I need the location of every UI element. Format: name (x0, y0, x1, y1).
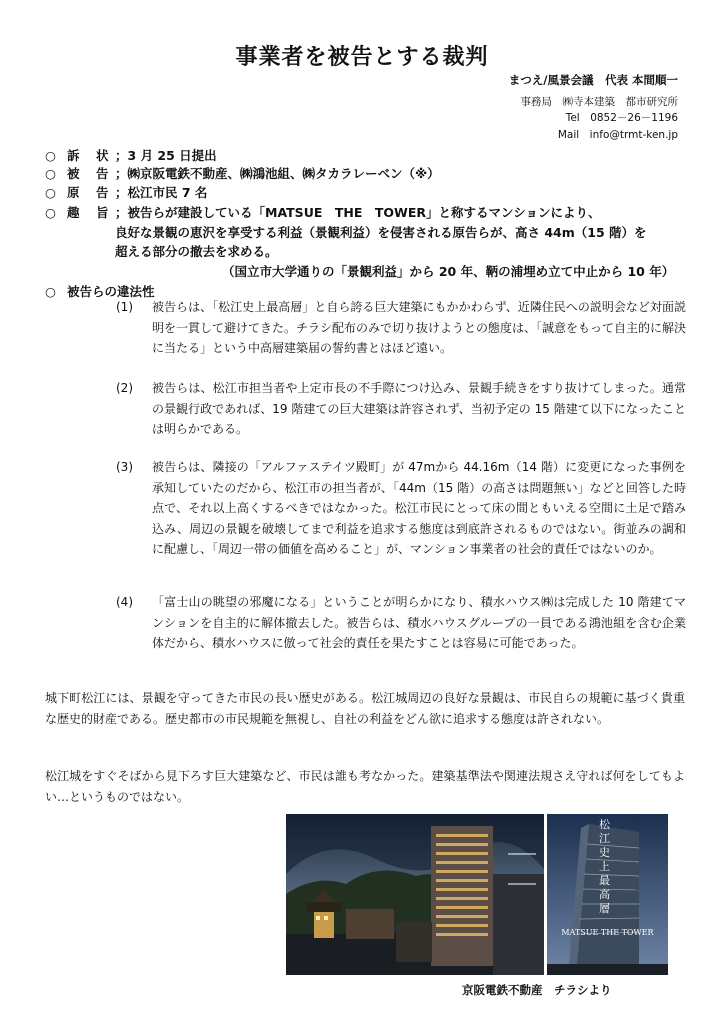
photo-caption: 京阪電鉄不動産 チラシより (462, 983, 612, 997)
section-separator: ； (115, 205, 128, 220)
list-item (116, 457, 686, 560)
section-separator: ； (115, 185, 128, 200)
closing-paragraph-2: 松江城をすぐそばから見下ろす巨大建築など、市民は誰も考なかった。建築基準法や関連法規さえ守れば何をしてもよい…というものではない。 (45, 769, 685, 804)
bullet-circle: ○ (45, 185, 56, 200)
section-separator: ； (115, 166, 128, 181)
section-plaintiff (45, 183, 207, 201)
bullet-circle: ○ (45, 284, 56, 299)
item-number: (1) (116, 300, 133, 314)
item-number: (3) (116, 460, 133, 474)
item-number: (2) (116, 381, 133, 395)
section-label: 訴 状 (67, 148, 111, 163)
section-label: 原 告 (67, 185, 111, 200)
list-item (116, 378, 686, 440)
list-item (116, 297, 686, 359)
purpose-line-2: 良好な景観の恵沢を享受する利益（景観利益）を侵害される原告らが、高さ 44m（15 階）を (115, 225, 647, 240)
section-defendant (45, 164, 440, 182)
section-value: ㈱京阪電鉄不動産、㈱鴻池組、㈱タカラレーベン（※） (127, 166, 440, 181)
flyer-photo-tower (547, 814, 668, 975)
purpose-line-3: 超える部分の撤去を求める。 (115, 244, 278, 259)
item-text: 被告らは、隣接の「アルファステイツ殿町」が 47mから 44.16m（14 階）に変更になった事例を承知していたのだから、松江市の担当者が、「44m（15 階）の高さは問題無い」などと回答した時点で、それ以上高くするべきではなかった。松江市民にとって床の間ともいえる空間に土足で踏み込み、周辺の景観を破壊してまで利益を追求する態度は到底許されるものではない。街並みの調和に配慮し、「周辺一帯の価値を高めること」が、マンション事業者の社会的責任ではないのか。 (152, 460, 686, 556)
office-tel: Tel 0852－26－1196 (565, 112, 678, 124)
flyer-headline: 松江史上最高層 (599, 818, 610, 915)
section-value: 3 月 25 日提出 (127, 148, 217, 163)
section-purpose (45, 203, 600, 221)
closing-paragraph-1: 城下町松江には、景観を守ってきた市民の長い歴史がある。松江城周辺の良好な景観は、市民自らの規範に基づく貴重な歴史的財産である。歴史都市の市民規範を無視し、自社の利益をどん欲に追求する態度は許されない。 (45, 691, 685, 726)
section-label: 趣 旨 (67, 205, 111, 220)
office-mail: Mail info@trmt-ken.jp (557, 129, 678, 141)
section-value: 松江市民 7 名 (127, 185, 208, 200)
bullet-circle: ○ (45, 148, 56, 163)
item-number: (4) (116, 595, 133, 609)
organization-name: まつえ/風景会議 代表 本間順一 (508, 73, 678, 87)
purpose-note: （国立市大学通りの「景観利益」から 20 年、鞆の浦埋め立て中止から 10 年） (222, 264, 675, 279)
section-separator: ； (115, 148, 128, 163)
item-text: 「富士山の眺望の邪魔になる」ということが明らかになり、積水ハウス㈱は完成した 10 階建てマンションを自主的に解体撤去した。被告らは、積水ハウスグループの一員である鴻池組を含む企業体だから、積水ハウスに倣って社会的責任を果たすことは容易に可能であった。 (152, 595, 686, 650)
section-label: 被 告 (67, 166, 111, 181)
flyer-subtitle: MATSUE THE TOWER (561, 928, 654, 937)
bullet-circle: ○ (45, 205, 56, 220)
list-item (116, 592, 686, 654)
item-text: 被告らは、松江市担当者や上定市長の不手際につけ込み、景観手続きをすり抜けてしまった。通常の景観行政であれば、19 階建ての巨大建築は許容されず、当初予定の 15 階建て以下になったことは明らかである。 (152, 381, 686, 436)
bullet-circle: ○ (45, 166, 56, 181)
purpose-line-1: 被告らが建設している「MATSUE THE TOWER」と称するマンションにより、 (127, 205, 601, 220)
section-label: 被告らの違法性 (67, 284, 155, 299)
section-complaint (45, 146, 217, 164)
office-name: 事務局 ㈱寺本建築 都市研究所 (520, 96, 678, 108)
castle-tower-photo-illustration (286, 814, 544, 975)
page-title: 事業者を被告とする裁判 (235, 45, 489, 70)
flyer-photo-castle-view (286, 814, 544, 975)
item-text: 被告らは、「松江史上最高層」と自ら誇る巨大建築にもかかわらず、近隣住民への説明会など対面説明を一貫して避けてきた。チラシ配布のみで切り抜けようとの態度は、「誠意をもって自主的に解決に当たる」という中高層建築届の誓約書とはほど遠い。 (152, 300, 687, 355)
